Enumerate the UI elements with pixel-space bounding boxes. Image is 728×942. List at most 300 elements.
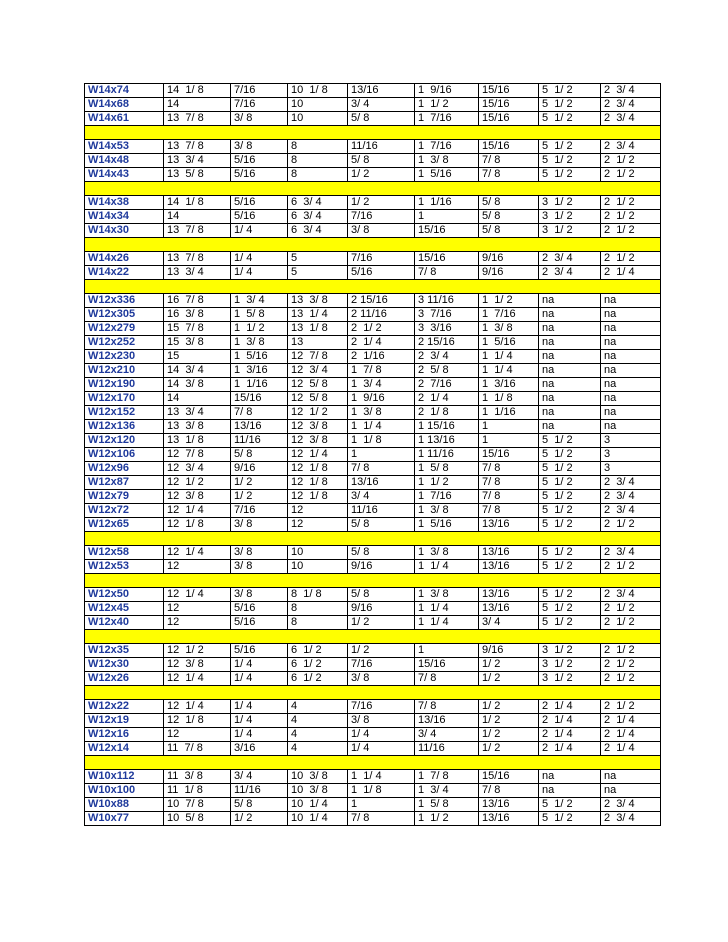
- dimension-cell: 2 3/ 4: [601, 546, 661, 560]
- dimension-cell: 8 1/ 8: [288, 588, 348, 602]
- dimension-cell: 12 1/ 2: [164, 476, 231, 490]
- dimension-cell: 15 3/ 8: [164, 336, 231, 350]
- dimension-cell: 2 1/ 2: [601, 210, 661, 224]
- dimension-cell: 15 7/ 8: [164, 322, 231, 336]
- dimension-cell: 2 1/ 4: [601, 266, 661, 280]
- table-row: [85, 406, 661, 420]
- dimension-cell: 15/16: [415, 658, 479, 672]
- dimension-cell: 2 1/ 2: [601, 616, 661, 630]
- table-row: [85, 798, 661, 812]
- dimension-cell: 3/ 4: [348, 98, 415, 112]
- dimension-cell: 2 3/ 4: [601, 140, 661, 154]
- table-row: [85, 266, 661, 280]
- dimension-cell: 2 1/ 2: [601, 602, 661, 616]
- dimension-cell: 3/ 4: [348, 490, 415, 504]
- dimension-cell: na: [539, 770, 601, 784]
- dimension-cell: 1/ 4: [348, 728, 415, 742]
- designation-cell: W14x48: [85, 154, 164, 168]
- dimension-cell: 1/ 2: [231, 490, 288, 504]
- dimension-cell: 1: [348, 448, 415, 462]
- dimension-cell: 10 3/ 8: [288, 770, 348, 784]
- designation-cell: W12x305: [85, 308, 164, 322]
- dimension-cell: 15/16: [479, 112, 539, 126]
- dimension-cell: 2 3/ 4: [539, 266, 601, 280]
- dimension-cell: 13 3/ 4: [164, 154, 231, 168]
- dimension-cell: 13/16: [479, 798, 539, 812]
- dimension-cell: 1 3/ 8: [415, 546, 479, 560]
- dimension-cell: 13 3/ 8: [288, 294, 348, 308]
- dimension-cell: 2 1/ 4: [539, 742, 601, 756]
- dimension-cell: 13 5/ 8: [164, 168, 231, 182]
- table-row: [85, 714, 661, 728]
- dimension-cell: 2 3/ 4: [601, 84, 661, 98]
- dimension-cell: 10: [288, 560, 348, 574]
- dimension-cell: na: [601, 364, 661, 378]
- dimension-cell: 5/ 8: [231, 448, 288, 462]
- separator-cell: [85, 126, 661, 140]
- table-row: [85, 84, 661, 98]
- dimension-cell: 9/16: [231, 462, 288, 476]
- dimension-cell: 6 3/ 4: [288, 196, 348, 210]
- table-row: [85, 504, 661, 518]
- dimension-cell: 4: [288, 728, 348, 742]
- table-row: [85, 812, 661, 826]
- dimension-cell: 12: [288, 518, 348, 532]
- dimension-cell: 7/ 8: [479, 462, 539, 476]
- table-row: [85, 140, 661, 154]
- table-row: [85, 546, 661, 560]
- dimension-cell: 15: [164, 350, 231, 364]
- dimension-cell: 5 1/ 2: [539, 518, 601, 532]
- dimension-cell: 7/16: [231, 504, 288, 518]
- dimension-cell: 2 1/ 2: [601, 154, 661, 168]
- dimension-cell: 9/16: [348, 560, 415, 574]
- dimension-cell: 10: [288, 98, 348, 112]
- dimension-cell: 12 5/ 8: [288, 392, 348, 406]
- dimension-cell: na: [539, 420, 601, 434]
- dimension-cell: 1/ 2: [479, 728, 539, 742]
- dimension-cell: 9/16: [479, 266, 539, 280]
- dimension-cell: 3 1/ 2: [539, 210, 601, 224]
- table-row: [85, 224, 661, 238]
- dimension-cell: 13/16: [479, 518, 539, 532]
- dimension-cell: 3 1/ 2: [539, 196, 601, 210]
- dimension-cell: 1/ 4: [231, 700, 288, 714]
- designation-cell: W14x22: [85, 266, 164, 280]
- table-row: [85, 658, 661, 672]
- dimension-cell: 2 3/ 4: [601, 476, 661, 490]
- table-row: [85, 210, 661, 224]
- dimension-cell: 13/16: [479, 588, 539, 602]
- dimension-cell: 2 1/ 2: [601, 518, 661, 532]
- dimension-cell: 13/16: [479, 546, 539, 560]
- dimension-cell: 15/16: [231, 392, 288, 406]
- dimension-cell: 2 1/ 4: [601, 714, 661, 728]
- dimension-cell: 1: [415, 644, 479, 658]
- designation-cell: W12x50: [85, 588, 164, 602]
- dimension-cell: 1/ 2: [231, 812, 288, 826]
- dimension-cell: 5 1/ 2: [539, 602, 601, 616]
- dimension-cell: 1/ 4: [231, 266, 288, 280]
- dimension-cell: 2 15/16: [415, 336, 479, 350]
- table-row: [85, 322, 661, 336]
- dimension-cell: 14: [164, 392, 231, 406]
- separator-cell: [85, 280, 661, 294]
- table-row: [85, 700, 661, 714]
- dimension-cell: 13/16: [479, 812, 539, 826]
- dimension-cell: 13/16: [479, 560, 539, 574]
- dimension-cell: 14 3/ 8: [164, 378, 231, 392]
- dimension-cell: na: [601, 308, 661, 322]
- designation-cell: W12x14: [85, 742, 164, 756]
- dimension-cell: 5 1/ 2: [539, 616, 601, 630]
- table-row: [85, 448, 661, 462]
- designation-cell: W12x136: [85, 420, 164, 434]
- dimension-cell: 10 5/ 8: [164, 812, 231, 826]
- dimension-cell: 14: [164, 98, 231, 112]
- dimension-cell: 3 1/ 2: [539, 224, 601, 238]
- dimension-cell: 13 7/ 8: [164, 224, 231, 238]
- dimension-cell: 13 1/ 8: [288, 322, 348, 336]
- dimension-cell: 11/16: [348, 140, 415, 154]
- dimension-cell: 1 1/ 8: [348, 784, 415, 798]
- dimension-cell: 2 1/ 2: [601, 224, 661, 238]
- dimension-cell: 1 1/ 4: [415, 616, 479, 630]
- group-separator: [85, 280, 661, 294]
- designation-cell: W12x152: [85, 406, 164, 420]
- dimension-cell: 11 7/ 8: [164, 742, 231, 756]
- dimension-cell: 5/16: [231, 616, 288, 630]
- dimension-cell: 12 7/ 8: [164, 448, 231, 462]
- table-row: [85, 434, 661, 448]
- dimension-cell: 2 1/ 4: [415, 392, 479, 406]
- dimension-cell: 11/16: [231, 434, 288, 448]
- dimension-cell: 1 3/ 8: [231, 336, 288, 350]
- dimension-cell: 1/ 4: [231, 252, 288, 266]
- dimension-cell: 9/16: [348, 602, 415, 616]
- dimension-cell: 8: [288, 140, 348, 154]
- dimension-cell: 12 3/ 8: [288, 434, 348, 448]
- dimension-cell: 3 3/16: [415, 322, 479, 336]
- dimension-cell: 7/ 8: [415, 266, 479, 280]
- dimension-cell: na: [539, 350, 601, 364]
- dimension-cell: 1 1/ 2: [415, 98, 479, 112]
- dimension-cell: 5/16: [231, 644, 288, 658]
- dimension-cell: 1/ 2: [479, 714, 539, 728]
- dimension-cell: 3 11/16: [415, 294, 479, 308]
- designation-cell: W12x72: [85, 504, 164, 518]
- designation-cell: W10x88: [85, 798, 164, 812]
- dimension-cell: 12 1/ 4: [288, 448, 348, 462]
- dimension-cell: 13/16: [415, 714, 479, 728]
- designation-cell: W14x30: [85, 224, 164, 238]
- dimension-cell: 7/ 8: [348, 812, 415, 826]
- dimension-cell: 1 5/16: [479, 336, 539, 350]
- dimension-cell: 2 1/ 2: [601, 658, 661, 672]
- designation-cell: W12x230: [85, 350, 164, 364]
- designation-cell: W14x38: [85, 196, 164, 210]
- dimension-cell: 11/16: [348, 504, 415, 518]
- dimension-cell: 1/ 2: [348, 168, 415, 182]
- dimension-cell: 2 3/ 4: [601, 490, 661, 504]
- dimension-cell: 2 1/ 2: [601, 168, 661, 182]
- dimension-cell: 7/ 8: [479, 476, 539, 490]
- table-row: [85, 98, 661, 112]
- dimension-cell: 12 1/ 4: [164, 546, 231, 560]
- dimension-cell: 5/16: [231, 210, 288, 224]
- dimension-cell: 12 3/ 4: [288, 364, 348, 378]
- dimension-cell: 5/ 8: [348, 518, 415, 532]
- dimension-cell: 2 1/ 2: [601, 560, 661, 574]
- separator-cell: [85, 756, 661, 770]
- table-row: [85, 294, 661, 308]
- dimension-cell: 10: [288, 112, 348, 126]
- designation-cell: W12x190: [85, 378, 164, 392]
- dimension-cell: 15/16: [415, 224, 479, 238]
- dimension-cell: 12 7/ 8: [288, 350, 348, 364]
- designation-cell: W10x112: [85, 770, 164, 784]
- dimension-cell: 3/ 4: [231, 770, 288, 784]
- table-row: [85, 490, 661, 504]
- dimension-cell: 5 1/ 2: [539, 434, 601, 448]
- dimension-cell: 1 5/16: [415, 168, 479, 182]
- designation-cell: W14x43: [85, 168, 164, 182]
- dimension-cell: 5/16: [231, 168, 288, 182]
- dimension-cell: 12 1/ 8: [288, 476, 348, 490]
- dimension-cell: 5 1/ 2: [539, 98, 601, 112]
- dimension-cell: 3/ 8: [348, 672, 415, 686]
- dimension-cell: na: [601, 784, 661, 798]
- dimension-cell: na: [539, 294, 601, 308]
- designation-cell: W12x96: [85, 462, 164, 476]
- group-separator: [85, 686, 661, 700]
- dimension-cell: 10 1/ 4: [288, 812, 348, 826]
- dimension-cell: 1 1/ 4: [415, 560, 479, 574]
- dimension-cell: 3/ 8: [348, 714, 415, 728]
- dimension-cell: 1 7/16: [415, 112, 479, 126]
- dimension-cell: 1 1/ 8: [479, 392, 539, 406]
- dimension-cell: 2 3/ 4: [601, 98, 661, 112]
- dimension-cell: 2 1/ 4: [348, 336, 415, 350]
- dimension-cell: 10 7/ 8: [164, 798, 231, 812]
- dimension-cell: 13 7/ 8: [164, 140, 231, 154]
- dimension-cell: na: [601, 770, 661, 784]
- dimension-cell: 5/ 8: [348, 588, 415, 602]
- dimension-cell: 7/ 8: [231, 406, 288, 420]
- table-row: [85, 770, 661, 784]
- designation-cell: W12x16: [85, 728, 164, 742]
- dimension-cell: 2 1/ 2: [601, 644, 661, 658]
- dimension-cell: 10 1/ 4: [288, 798, 348, 812]
- dimension-cell: 1 11/16: [415, 448, 479, 462]
- table-row: [85, 602, 661, 616]
- designation-cell: W10x100: [85, 784, 164, 798]
- dimension-cell: 12 3/ 8: [288, 420, 348, 434]
- dimension-cell: 1/ 2: [231, 476, 288, 490]
- dimension-cell: 12 1/ 4: [164, 588, 231, 602]
- dimension-cell: 2 3/ 4: [601, 588, 661, 602]
- dimension-cell: 5 1/ 2: [539, 462, 601, 476]
- group-separator: [85, 182, 661, 196]
- table-row: [85, 672, 661, 686]
- designation-cell: W12x45: [85, 602, 164, 616]
- dimension-cell: 6 1/ 2: [288, 672, 348, 686]
- table-row: [85, 784, 661, 798]
- dimension-cell: 7/16: [348, 252, 415, 266]
- dimension-cell: 13/16: [231, 420, 288, 434]
- dimension-cell: na: [601, 406, 661, 420]
- dimension-cell: 7/ 8: [348, 462, 415, 476]
- dimension-cell: 1/ 4: [231, 224, 288, 238]
- dimension-cell: 9/16: [479, 252, 539, 266]
- dimension-cell: 10 1/ 8: [288, 84, 348, 98]
- table-row: [85, 518, 661, 532]
- dimension-cell: 2 11/16: [348, 308, 415, 322]
- dimension-cell: 2 1/ 2: [601, 252, 661, 266]
- designation-cell: W14x34: [85, 210, 164, 224]
- table-row: [85, 476, 661, 490]
- dimension-cell: 2 5/ 8: [415, 364, 479, 378]
- dimension-cell: 7/16: [231, 84, 288, 98]
- dimension-cell: 15/16: [479, 770, 539, 784]
- dimension-cell: 2 1/ 2: [601, 672, 661, 686]
- dimension-cell: 2 1/ 2: [601, 700, 661, 714]
- designation-cell: W12x170: [85, 392, 164, 406]
- dimension-cell: 4: [288, 714, 348, 728]
- dimension-cell: 7/ 8: [479, 504, 539, 518]
- dimension-cell: na: [601, 350, 661, 364]
- dimension-cell: 5/16: [231, 196, 288, 210]
- dimension-cell: 5 1/ 2: [539, 560, 601, 574]
- dimension-cell: 1 9/16: [415, 84, 479, 98]
- dimension-cell: 2 3/ 4: [601, 504, 661, 518]
- dimension-cell: 12 1/ 8: [288, 462, 348, 476]
- dimension-cell: na: [601, 392, 661, 406]
- dimension-cell: 13/16: [479, 602, 539, 616]
- dimension-cell: 5/ 8: [479, 196, 539, 210]
- separator-cell: [85, 574, 661, 588]
- group-separator: [85, 126, 661, 140]
- dimension-cell: 1 3/16: [231, 364, 288, 378]
- dimension-cell: 1 7/ 8: [415, 770, 479, 784]
- table-row: [85, 252, 661, 266]
- dimension-cell: na: [539, 392, 601, 406]
- dimension-cell: 1 7/16: [415, 140, 479, 154]
- dimension-cell: 8: [288, 602, 348, 616]
- dimension-cell: 2 1/ 2: [601, 196, 661, 210]
- table-row: [85, 336, 661, 350]
- designation-cell: W10x77: [85, 812, 164, 826]
- dimension-cell: 5 1/ 2: [539, 154, 601, 168]
- dimension-cell: 10: [288, 546, 348, 560]
- dimension-cell: 6 1/ 2: [288, 644, 348, 658]
- group-separator: [85, 238, 661, 252]
- dimension-cell: 12 1/ 8: [164, 518, 231, 532]
- dimension-cell: 7/16: [348, 700, 415, 714]
- dimension-cell: 2 3/ 4: [601, 798, 661, 812]
- dimension-cell: 12 3/ 8: [164, 658, 231, 672]
- table-row: [85, 644, 661, 658]
- dimension-cell: 5/ 8: [348, 546, 415, 560]
- dimension-cell: 5 1/ 2: [539, 588, 601, 602]
- dimension-cell: 15/16: [479, 84, 539, 98]
- dimension-cell: 1 1/16: [231, 378, 288, 392]
- separator-cell: [85, 238, 661, 252]
- dimension-cell: 12: [164, 728, 231, 742]
- dimension-cell: 5 1/ 2: [539, 476, 601, 490]
- dimension-cell: 1/ 4: [231, 658, 288, 672]
- dimension-cell: 12 1/ 8: [288, 490, 348, 504]
- dimension-cell: 5 1/ 2: [539, 798, 601, 812]
- dimension-cell: 1 5/ 8: [231, 308, 288, 322]
- group-separator: [85, 532, 661, 546]
- dimension-cell: 8: [288, 154, 348, 168]
- dimension-cell: 13 1/ 8: [164, 434, 231, 448]
- dimension-cell: 1 15/16: [415, 420, 479, 434]
- designation-cell: W12x26: [85, 672, 164, 686]
- table-row: [85, 168, 661, 182]
- dimension-cell: 5/ 8: [479, 210, 539, 224]
- separator-cell: [85, 532, 661, 546]
- dimension-cell: 3 1/ 2: [539, 672, 601, 686]
- dimension-cell: 1 5/ 8: [415, 798, 479, 812]
- dimension-cell: 4: [288, 742, 348, 756]
- designation-cell: W14x68: [85, 98, 164, 112]
- dimension-cell: 2 1/ 4: [539, 728, 601, 742]
- dimension-cell: 2 1/ 4: [539, 714, 601, 728]
- table-row: [85, 196, 661, 210]
- dimension-cell: 12 1/ 2: [164, 644, 231, 658]
- designation-cell: W14x74: [85, 84, 164, 98]
- dimension-cell: na: [539, 322, 601, 336]
- dimension-cell: 7/ 8: [479, 168, 539, 182]
- table-row: [85, 392, 661, 406]
- dimension-cell: 12 1/ 8: [164, 714, 231, 728]
- dimension-cell: 11/16: [415, 742, 479, 756]
- dimension-cell: 5 1/ 2: [539, 504, 601, 518]
- designation-cell: W12x120: [85, 434, 164, 448]
- dimension-cell: 1 3/ 8: [415, 154, 479, 168]
- dimension-cell: 3: [601, 462, 661, 476]
- dimension-cell: 2 1/ 4: [601, 742, 661, 756]
- dimension-cell: 6 1/ 2: [288, 658, 348, 672]
- dimension-cell: 3/ 8: [231, 588, 288, 602]
- dimension-cell: 5 1/ 2: [539, 812, 601, 826]
- table-row: [85, 742, 661, 756]
- dimension-cell: 2 1/ 4: [601, 728, 661, 742]
- dimension-cell: 14 1/ 8: [164, 84, 231, 98]
- dimension-cell: 12: [164, 616, 231, 630]
- dimension-cell: 7/ 8: [479, 490, 539, 504]
- dimension-cell: 13/16: [348, 476, 415, 490]
- dimension-cell: 7/ 8: [479, 154, 539, 168]
- dimension-cell: na: [539, 378, 601, 392]
- dimension-cell: 12 5/ 8: [288, 378, 348, 392]
- dimension-cell: 15/16: [415, 252, 479, 266]
- dimension-cell: 8: [288, 616, 348, 630]
- dimension-cell: 1: [415, 210, 479, 224]
- designation-cell: W12x336: [85, 294, 164, 308]
- dimension-cell: 12 3/ 4: [164, 462, 231, 476]
- group-separator: [85, 574, 661, 588]
- dimension-cell: 1/ 2: [479, 672, 539, 686]
- dimension-cell: 5/ 8: [348, 154, 415, 168]
- dimension-cell: 2 7/16: [415, 378, 479, 392]
- dimension-cell: 7/16: [231, 98, 288, 112]
- dimension-cell: 5 1/ 2: [539, 112, 601, 126]
- dimension-cell: 1: [479, 420, 539, 434]
- dimension-cell: 16 7/ 8: [164, 294, 231, 308]
